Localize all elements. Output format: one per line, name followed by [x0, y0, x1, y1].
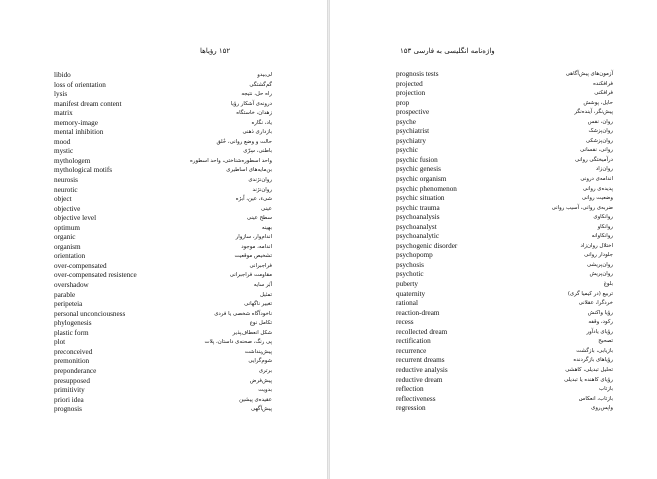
- glossary-row: [0, 300, 327, 310]
- english-term: parable: [54, 290, 76, 299]
- persian-term: تمثیل: [260, 291, 272, 298]
- left-page: [0, 0, 327, 479]
- glossary-row: [0, 262, 327, 272]
- persian-term: اندامه‌ی درونی: [580, 176, 613, 183]
- persian-term: روان‌پزشکی: [585, 137, 613, 144]
- english-term: projected: [396, 79, 423, 88]
- persian-term: درونه‌ی آشکار رؤیا: [230, 100, 272, 107]
- english-term: mental inhibition: [54, 128, 104, 137]
- persian-term: روانی، نفسانی: [580, 147, 613, 154]
- glossary-row: [330, 404, 657, 414]
- glossary-row: [0, 71, 327, 81]
- glossary-row: [0, 271, 327, 281]
- english-term: object: [54, 195, 72, 204]
- persian-term: روانکاوانه: [591, 233, 613, 240]
- english-term: recollected dream: [396, 327, 448, 336]
- english-term: preconceived: [54, 347, 93, 356]
- glossary-row: [330, 213, 657, 223]
- glossary-row: [330, 347, 657, 357]
- glossary-row: [330, 165, 657, 175]
- english-term: prognosis: [54, 405, 82, 414]
- persian-term: تصحیح: [598, 338, 613, 345]
- english-term: recess: [396, 318, 414, 327]
- glossary-row: [0, 386, 327, 396]
- persian-term: واحد اسطوره‌شناختی، واحد اسطوره: [190, 157, 272, 164]
- left-glossary-list: [0, 71, 327, 415]
- persian-term: لی‌بیدو: [257, 72, 272, 78]
- glossary-row: [330, 99, 657, 109]
- persian-term: روانکاوی: [593, 214, 613, 221]
- glossary-row: [330, 242, 657, 252]
- glossary-row: [330, 70, 657, 80]
- glossary-row: [330, 137, 657, 147]
- persian-term: خردگرا، عقلانی: [578, 300, 613, 307]
- persian-term: تحلیل تبدیلی، کاهشی: [565, 366, 613, 373]
- persian-term: زهدان، خاستگاه: [236, 110, 272, 117]
- glossary-row: [330, 270, 657, 280]
- glossary-row: [330, 337, 657, 347]
- glossary-row: [0, 310, 327, 320]
- persian-term: پیش‌نگر، آینده‌نگر: [574, 109, 613, 116]
- english-term: psychogenic disorder: [396, 241, 458, 250]
- english-term: priori idea: [54, 395, 84, 404]
- persian-term: بازیابی، بازگشت: [576, 347, 613, 354]
- persian-term: برتری: [258, 367, 272, 374]
- english-term: lysis: [54, 90, 68, 99]
- glossary-row: [0, 233, 327, 243]
- english-term: psychoanalysis: [396, 213, 440, 222]
- glossary-row: [0, 252, 327, 262]
- english-term: mythological motifs: [54, 166, 113, 175]
- persian-term: روان‌نژند: [252, 186, 272, 193]
- glossary-row: [0, 166, 327, 176]
- english-term: overshadow: [54, 281, 89, 290]
- persian-term: پدیده‌ی روانی: [582, 185, 613, 192]
- persian-term: شیء، عین، اُبژه: [235, 196, 272, 203]
- english-term: reaction-dream: [396, 308, 440, 317]
- english-term: loss of orientation: [54, 80, 106, 89]
- persian-term: آزمون‌های پیش‌آگاهی: [565, 71, 613, 77]
- persian-term: رؤیا واکنش: [587, 309, 613, 316]
- persian-term: تربیع (در کیمیا گری): [567, 290, 613, 297]
- glossary-row: [0, 128, 327, 138]
- right-glossary-list: [330, 70, 657, 414]
- glossary-row: [330, 318, 657, 328]
- english-term: mystic: [54, 147, 74, 156]
- glossary-row: [0, 176, 327, 186]
- persian-term: بلوغ: [603, 281, 613, 288]
- english-term: mythologem: [54, 156, 91, 165]
- glossary-row: [0, 119, 327, 129]
- glossary-row: [330, 280, 657, 290]
- glossary-row: [330, 175, 657, 185]
- glossary-row: [0, 357, 327, 367]
- english-term: prognosis tests: [396, 70, 439, 78]
- persian-term: پیش‌فرض: [249, 377, 272, 384]
- glossary-row: [330, 309, 657, 319]
- glossary-row: [0, 157, 327, 167]
- persian-term: پی رنگ، صحنه‌ی داستان، پلات: [204, 339, 272, 346]
- glossary-row: [330, 108, 657, 118]
- persian-term: رؤیای یادآور: [586, 328, 613, 335]
- persian-term: اختلال روان‌زاد: [580, 242, 613, 249]
- glossary-row: [0, 138, 327, 148]
- glossary-row: [330, 366, 657, 376]
- glossary-row: [0, 319, 327, 329]
- persian-term: سطح عینی: [246, 215, 272, 222]
- persian-term: بن‌مایه‌های اساطیری: [226, 167, 272, 174]
- english-term: plastic form: [54, 328, 89, 337]
- persian-term: اندام‌وار، سازوار: [235, 234, 272, 241]
- glossary-row: [0, 195, 327, 205]
- english-term: prospective: [396, 108, 430, 117]
- glossary-row: [0, 377, 327, 387]
- glossary-row: [330, 376, 657, 386]
- glossary-row: [330, 251, 657, 261]
- glossary-row: [0, 338, 327, 348]
- english-term: reductive analysis: [396, 365, 448, 374]
- persian-term: تغییر ناگهانی: [244, 301, 272, 308]
- glossary-row: [330, 328, 657, 338]
- english-term: quaternity: [396, 289, 426, 298]
- english-term: personal unconciousness: [54, 309, 126, 318]
- glossary-row: [0, 224, 327, 234]
- right-page: [330, 0, 657, 479]
- persian-term: بازداری ذهنی: [242, 129, 272, 136]
- glossary-row: [0, 367, 327, 377]
- english-term: psychosis: [396, 260, 424, 269]
- persian-term: روانکاو: [597, 223, 613, 230]
- english-term: recurrence: [396, 346, 427, 355]
- english-term: manifest dream content: [54, 99, 122, 108]
- english-term: psychic phenomenon: [396, 184, 457, 193]
- english-term: psychoanalyst: [396, 222, 437, 231]
- english-term: neurosis: [54, 176, 78, 185]
- english-term: premonition: [54, 357, 90, 366]
- persian-term: عقیده‌ی پیشین: [239, 396, 272, 403]
- persian-term: راه حل، نتیجه: [241, 91, 272, 98]
- persian-term: درآمیختگی روانی: [574, 156, 613, 163]
- english-term: presupposed: [54, 376, 90, 385]
- persian-term: حالت و وضع روانی، خُلق: [216, 138, 272, 145]
- persian-term: روان‌نژندی: [248, 177, 272, 184]
- english-term: reflection: [396, 385, 424, 394]
- english-term: plot: [54, 338, 66, 347]
- glossary-row: [0, 348, 327, 358]
- glossary-row: [330, 185, 657, 195]
- english-term: psychic fusion: [396, 155, 438, 164]
- glossary-row: [330, 80, 657, 90]
- persian-term: بازتاب: [599, 386, 613, 393]
- persian-term: عینی: [261, 205, 272, 212]
- english-term: psychotic: [396, 270, 424, 279]
- english-term: psychic situation: [396, 194, 445, 203]
- persian-term: بهینه: [261, 224, 272, 231]
- glossary-row: [0, 396, 327, 406]
- glossary-row: [0, 90, 327, 100]
- persian-term: رؤیاهای بازگردنده: [573, 357, 613, 364]
- english-term: over-compensated resistence: [54, 271, 137, 280]
- glossary-row: [330, 194, 657, 204]
- persian-term: بازتاب، انعکاس: [578, 395, 613, 402]
- right-page-header: واژه‌نامه انگلیسی به فارسی ۱۵۳: [400, 47, 495, 55]
- persian-term: روان‌زاد: [595, 166, 613, 173]
- english-term: psychopomp: [396, 251, 433, 260]
- english-term: organism: [54, 242, 81, 251]
- english-term: primitivity: [54, 386, 85, 395]
- persian-term: شوم‌گرایی: [248, 358, 272, 365]
- english-term: psychiatry: [396, 136, 426, 145]
- english-term: over-compensated: [54, 261, 107, 270]
- english-term: psychiatrist: [396, 127, 430, 136]
- persian-term: شکل انعطاف‌پذیر: [232, 329, 272, 336]
- glossary-row: [330, 356, 657, 366]
- glossary-row: [0, 100, 327, 110]
- english-term: psychic organism: [396, 175, 447, 184]
- persian-term: فراجبرانی: [249, 262, 272, 269]
- glossary-row: [0, 405, 327, 415]
- persian-term: تشخیص موقعیت: [234, 253, 272, 260]
- glossary-row: [330, 204, 657, 214]
- english-term: mood: [54, 137, 71, 146]
- glossary-row: [0, 243, 327, 253]
- glossary-row: [330, 232, 657, 242]
- english-term: recurrent dreams: [396, 356, 445, 365]
- persian-term: جلودار روانی: [584, 252, 613, 259]
- english-term: puberty: [396, 280, 418, 289]
- persian-term: ضربه‌ی روانی، آسیب روانی: [551, 204, 613, 211]
- english-term: phylogenesis: [54, 319, 92, 328]
- glossary-row: [0, 205, 327, 215]
- glossary-row: [0, 147, 327, 157]
- glossary-row: [330, 127, 657, 137]
- glossary-row: [330, 385, 657, 395]
- persian-term: تکامل نوع: [249, 320, 272, 327]
- english-term: regression: [396, 404, 426, 413]
- glossary-row: [0, 281, 327, 291]
- persian-term: روان، نفس: [587, 118, 613, 125]
- english-term: optimum: [54, 223, 80, 232]
- persian-term: روان‌پریشی: [587, 261, 613, 268]
- english-term: prop: [396, 98, 410, 107]
- english-term: organic: [54, 233, 76, 242]
- persian-term: پیش‌پنداشت: [244, 348, 272, 355]
- glossary-row: [0, 186, 327, 196]
- persian-term: فرافکنده: [593, 80, 613, 87]
- english-term: rational: [396, 299, 418, 308]
- persian-term: مقاومت فراجبرانی: [229, 272, 272, 279]
- glossary-row: [330, 118, 657, 128]
- persian-term: یاد، نگاره: [251, 119, 272, 126]
- persian-term: روان‌پریش: [589, 271, 613, 278]
- persian-term: اندامه، موجود: [241, 243, 272, 250]
- glossary-row: [330, 156, 657, 166]
- english-term: psyche: [396, 117, 416, 126]
- glossary-row: [330, 290, 657, 300]
- persian-term: پیش‌آگهی: [250, 406, 272, 413]
- persian-term: حایل، پوشش: [583, 99, 613, 106]
- persian-term: رؤیای کاهنده یا تبدیلی: [564, 376, 613, 383]
- glossary-row: [0, 329, 327, 339]
- english-term: preponderance: [54, 366, 97, 375]
- english-term: matrix: [54, 109, 73, 118]
- english-term: reflectiveness: [396, 394, 436, 403]
- english-term: psychic trauma: [396, 203, 440, 212]
- glossary-row: [330, 395, 657, 405]
- english-term: psychic: [396, 146, 418, 155]
- glossary-row: [0, 214, 327, 224]
- english-term: orientation: [54, 252, 86, 261]
- glossary-row: [0, 109, 327, 119]
- persian-term: اَبَر سایه: [253, 282, 272, 289]
- glossary-row: [0, 81, 327, 91]
- persian-term: روان‌پزشک: [588, 128, 613, 135]
- glossary-row: [330, 89, 657, 99]
- english-term: objective: [54, 204, 81, 213]
- persian-term: وضعیت روانی: [581, 195, 613, 202]
- persian-term: باطنی، سِرّی: [243, 148, 272, 155]
- glossary-row: [330, 223, 657, 233]
- persian-term: فرافکنی: [594, 90, 613, 97]
- english-term: neurotic: [54, 185, 78, 194]
- english-term: psychoanalytic: [396, 232, 440, 241]
- glossary-row: [330, 299, 657, 309]
- english-term: rectification: [396, 337, 431, 346]
- left-page-header: ۱۵۲ رؤیاها: [200, 47, 231, 55]
- persian-term: ناخودآگاه شخصی یا فردی: [214, 310, 272, 317]
- english-term: reductive dream: [396, 375, 443, 384]
- english-term: libido: [54, 71, 71, 79]
- english-term: peripeteia: [54, 300, 83, 309]
- english-term: objective level: [54, 214, 97, 223]
- persian-term: واپس‌روی: [591, 405, 613, 412]
- english-term: memory-image: [54, 118, 98, 127]
- glossary-row: [330, 261, 657, 271]
- persian-term: بدویت: [258, 387, 272, 394]
- glossary-row: [0, 291, 327, 301]
- english-term: projection: [396, 89, 426, 98]
- persian-term: رکود، وقفه: [588, 319, 613, 326]
- glossary-row: [330, 146, 657, 156]
- persian-term: گم‌گشتگی: [249, 81, 272, 88]
- english-term: psychic genesis: [396, 165, 441, 174]
